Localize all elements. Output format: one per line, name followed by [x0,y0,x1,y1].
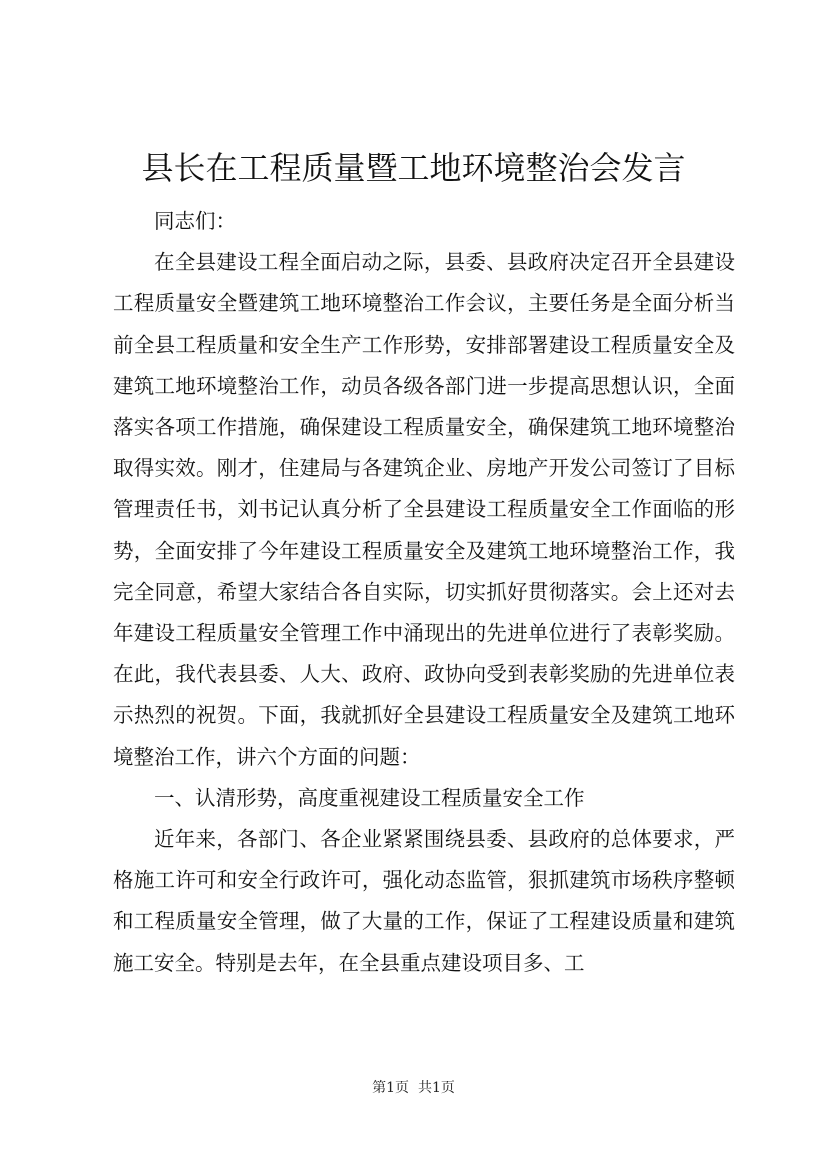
salutation-paragraph: 同志们： [154,209,236,233]
section-heading-1: 一、认清形势，高度重视建设工程质量安全工作 [154,785,585,810]
section-1-paragraph: 近年来，各部门、各企业紧紧围绕县委、县政府的总体要求，严格施工许可和安全行政许可，强化动态监管，狠抓建筑市场秩序整顿和工程质量安全管理，做了大量的工作，保证了工程建设质量和建筑施工安全。特别是去年，在全县重点建设项目多、工 [113,827,735,975]
page-footer [0,1078,827,1098]
page-number-label: 第1页 共1页 [372,1080,455,1096]
intro-paragraph: 在全县建设工程全面启动之际，县委、县政府决定召开全县建设工程质量安全暨建筑工地环境整治工作会议，主要任务是全面分析当前全县工程质量和安全生产工作形势，安排部署建设工程质量安全及建筑工地环境整治工作，动员各级各部门进一步提高思想认识，全面落实各项工作措施，确保建设工程质量安全，确保建筑工地环境整治取得实效。刚才，住建局与各建筑企业、房地产开发公司签订了目标管理责任书，刘书记认真分析了全县建设工程质量安全工作面临的形势，全面安排了今年建设工程质量安全及建筑工地环境整治工作，我完全同意，希望大家结合各自实际，切实抓好贯彻落实。会上还对去年建设工程质量安全管理工作中涌现出的先进单位进行了表彰奖励。在此，我代表县委、人大、政府、政协向受到表彰奖励的先进单位表示热烈的祝贺。下面，我就抓好全县建设工程质量安全及建筑工地环境整治工作，讲六个方面的问题： [113,250,735,769]
document-body [113,201,735,984]
document-title: 县长在工程质量暨工地环境整治会发言 [141,149,686,187]
